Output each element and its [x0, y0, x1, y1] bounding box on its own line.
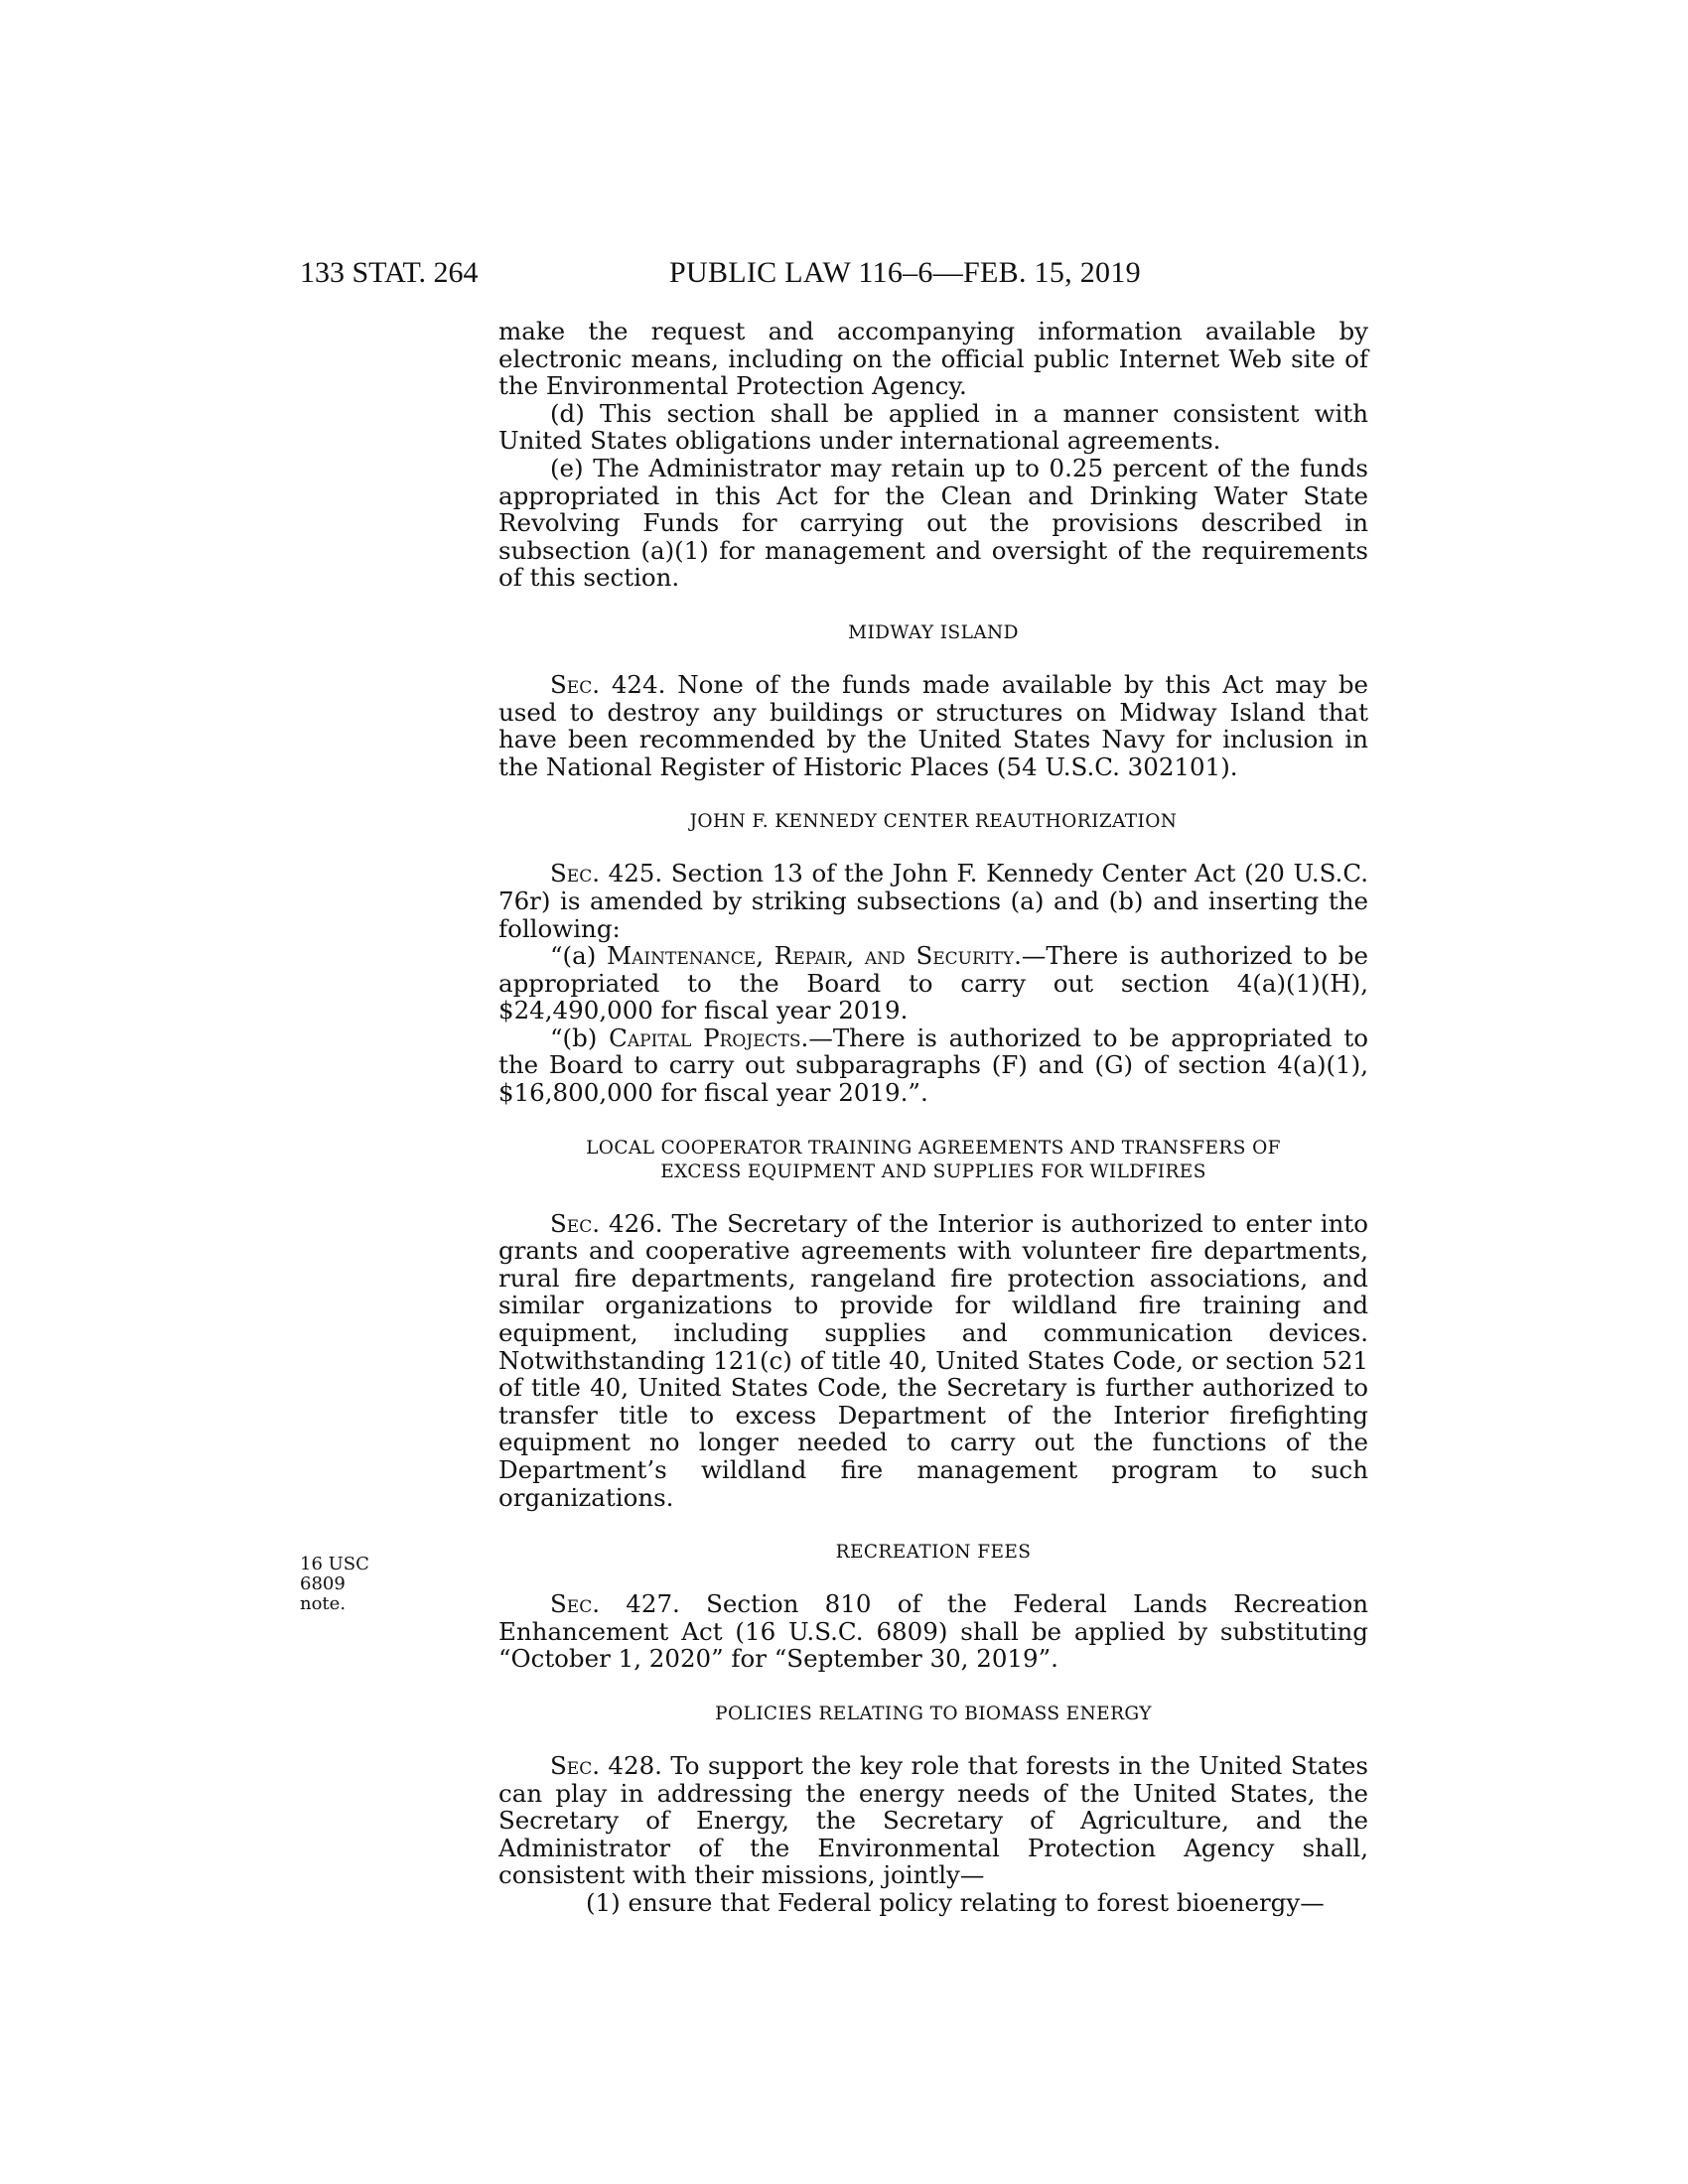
section-label: Sec. 424.: [550, 669, 666, 699]
section-424: [498, 671, 1368, 780]
subsection-text: —There is authorized to be appropriated to the Board to carry out section 4(a)(1)(H), $24,490,000 for fiscal year 2019.: [498, 941, 1368, 1025]
margin-note: [300, 1555, 419, 1614]
statute-page-number: 133 STAT. 264: [300, 256, 479, 289]
section-heading-kennedy-center: JOHN F. KENNEDY CENTER REAUTHORIZATION: [689, 811, 1178, 833]
section-text: Section 13 of the John F. Kennedy Center Act (20 U.S.C. 76r) is amended by striking subsections (a) and (b) and inserting the following:: [498, 859, 1368, 943]
page-header: [300, 256, 1370, 296]
section-label: Sec. 426.: [550, 1208, 663, 1238]
section-425: [498, 860, 1368, 942]
section-heading-midway-island: MIDWAY ISLAND: [848, 621, 1019, 643]
margin-note-citation: 16 USC 6809: [300, 1554, 369, 1594]
section-heading-recreation-fees: RECREATION FEES: [835, 1542, 1032, 1564]
section-heading-biomass-energy: POLICIES RELATING TO BIOMASS ENERGY: [715, 1703, 1152, 1724]
subsection-prefix: “(b): [550, 1023, 610, 1052]
subsection-caption: Capital Projects.: [609, 1023, 809, 1052]
section-label: Sec. 428.: [550, 1750, 662, 1780]
section-428: [498, 1752, 1368, 1889]
section-426: [498, 1210, 1368, 1512]
subsection-caption: Maintenance, Repair, and Security.: [607, 941, 1022, 971]
paragraph-item-1: (1) ensure that Federal policy relating to forest bioenergy—: [586, 1887, 1325, 1917]
heading-line: EXCESS EQUIPMENT AND SUPPLIES FOR WILDFIRES: [660, 1160, 1206, 1182]
heading-line: LOCAL COOPERATOR TRAINING AGREEMENTS AND TRANSFERS OF: [586, 1137, 1281, 1159]
section-heading-local-cooperator: [498, 1137, 1368, 1184]
subsection-a: [498, 942, 1368, 1024]
subsection-prefix: “(a): [550, 941, 608, 971]
paragraph-e: (e) The Administrator may retain up to 0.25 percent of the funds appropriated in this Act for the Clean and Drinking Water State Revolving Funds for carrying out the provisions described in subsection (a)(1) for management and oversight of the requirements of this section.: [498, 453, 1368, 593]
subsection-b: [498, 1024, 1368, 1107]
section-text: To support the key role that forests in the United States can play in addressing the energy needs of the United States, the Secretary of Energy, the Secretary of Agriculture, and the Administrator of the Environmental Protection Agency shall, consistent with their missions, jointly—: [498, 1750, 1368, 1890]
section-label: Sec. 425.: [550, 859, 663, 888]
section-427: [498, 1590, 1368, 1673]
paragraph-d: (d) This section shall be applied in a manner consistent with United States obligations under international agreements.: [498, 398, 1368, 456]
public-law-title: PUBLIC LAW 116–6—FEB. 15, 2019: [669, 256, 1141, 289]
section-label: Sec. 427.: [550, 1589, 680, 1619]
section-text: None of the funds made available by this Act may be used to destroy any buildings or structures on Midway Island that have been recommended by the United States Navy for inclusion in the National Register of Historic Places (54 U.S.C. 302101).: [498, 669, 1368, 781]
paragraph-continued: make the request and accompanying information available by electronic means, including on the official public Internet Web site of the Environmental Protection Agency.: [498, 317, 1368, 401]
margin-note-label: note.: [300, 1593, 347, 1614]
subsection-text: —There is authorized to be appropriated to the Board to carry out subparagraphs (F) and (G) of section 4(a)(1), $16,800,000 for fiscal year 2019.”.: [498, 1023, 1368, 1108]
section-text: Section 810 of the Federal Lands Recreation Enhancement Act (16 U.S.C. 6809) shall be applied by substituting “October 1, 2020” for “September 30, 2019”.: [498, 1589, 1368, 1674]
section-text: The Secretary of the Interior is authorized to enter into grants and cooperative agreements with volunteer fire departments, rural fire departments, rangeland fire protection associations, and similar organizations to provide for wildland fire training and equipment, including supplies and communication devices. Notwithstanding 121(c) of title 40, United States Code, or section 521 of title 40, United States Code, the Secretary is further authorized to transfer title to excess Department of the Interior firefighting equipment no longer needed to carry out the functions of the Department’s wildland fire management program to such organizations.: [498, 1208, 1369, 1512]
document-body: [498, 318, 1368, 1917]
